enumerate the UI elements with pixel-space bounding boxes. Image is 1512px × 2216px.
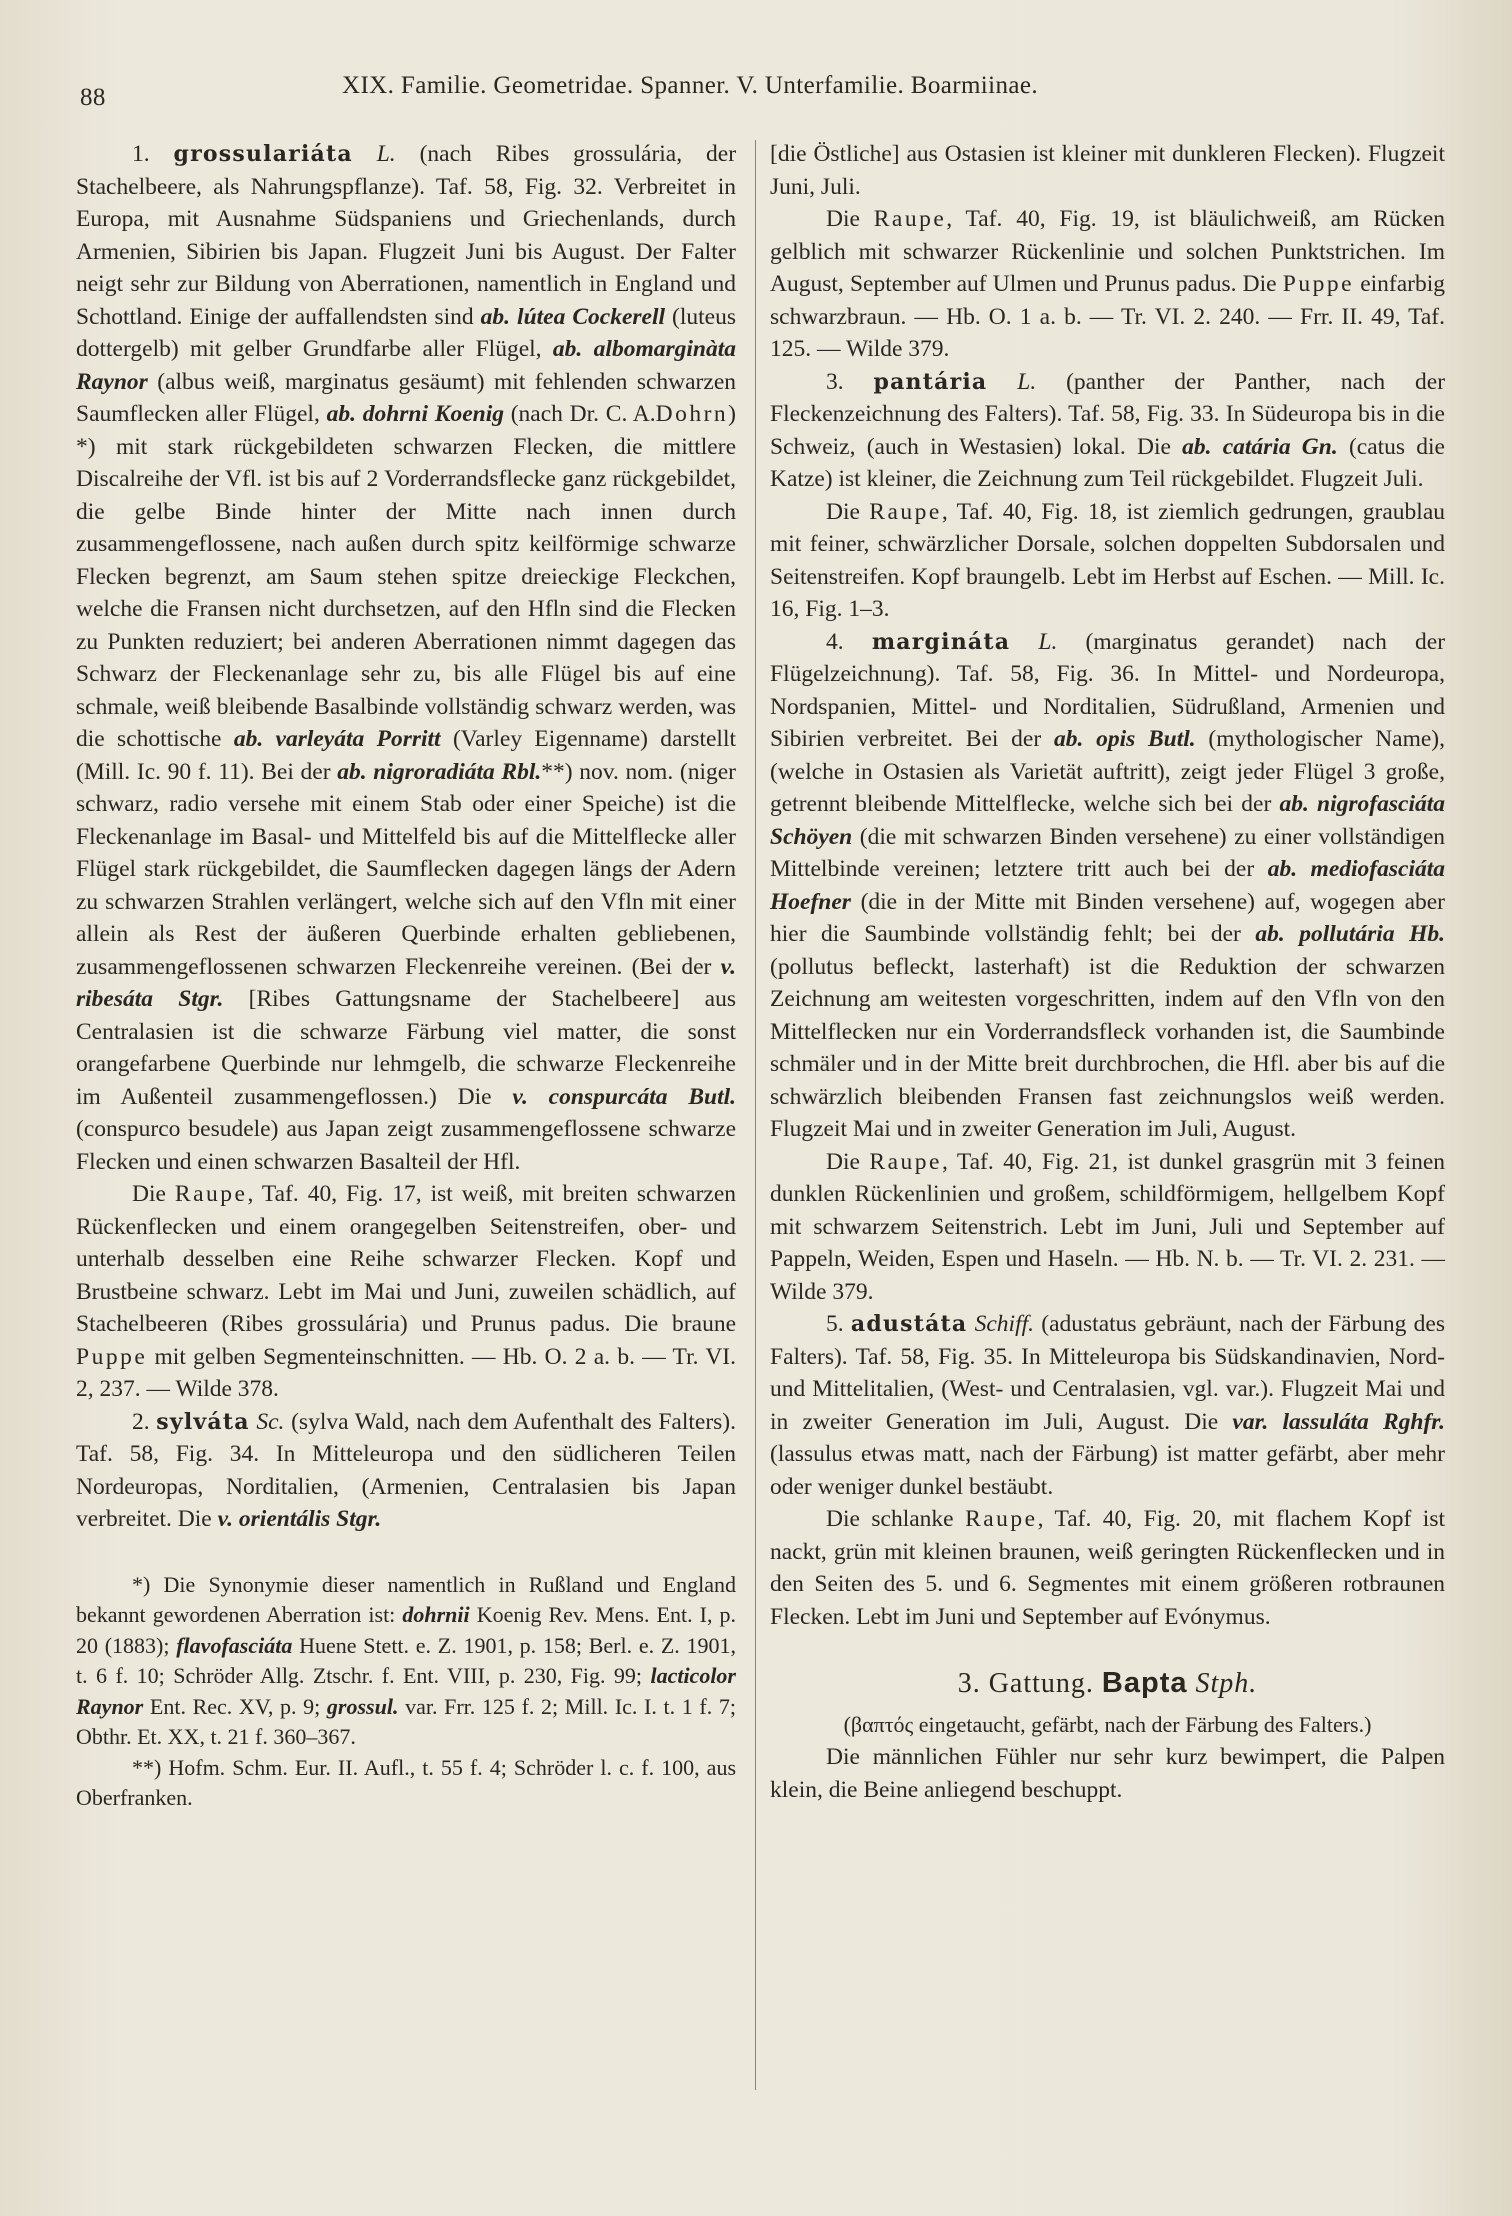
- entry-text: [Ribes Gattungsname der Stachelbeere] aus Centralasien ist die schwarze Färbung viel matter, die sonst orangefarbene Querbinde nur lehmgelb, die schwarze Fleckenreihe im Außenteil zusammengeflossen.) Die: [76, 986, 736, 1110]
- aberration-name: ab. pollutária Hb.: [1255, 921, 1445, 947]
- aberration-name: ab. nigroradiáta Rbl.: [337, 758, 542, 785]
- entry-text: ) *) mit stark rückgebildeten schwarzen Flecken, die mittlere Discalreihe der Vfl. ist bis auf 2 Vorderrandsflecke ganz rückgebildet, die gelbe Binde hinter der Mitte nach innen durch zusammengeflossene, nach außen durch spitz keilförmige schwarze Flecken begrenzt, am Saum stehen spitze dreieckige Fleckchen, welche die Fransen nicht durchsetzen, auf den Hfln sind die Flecken zu Punkten reduziert; bei anderen Aberrationen nimmt dagegen das Schwarz der Fleckenanlage sehr zu, bis alle Flügel bis auf eine schmale, weiß bleibende Basalbinde vollständig schwarz werden, was die schottische: [76, 401, 736, 752]
- entry-text: (sylva Wald, nach dem Aufenthalt des Falters). Taf. 58, Fig. 34. In Mitteleuropa und den südlicheren Teilen Nordeuropas, Norditalien, (Armenien, Centralasien bis Japan verbreitet. Die: [76, 1408, 736, 1532]
- genus-author: Stph.: [1195, 1668, 1258, 1699]
- aberration-name: ab. lútea Cockerell: [480, 303, 666, 330]
- column-divider: [755, 140, 756, 2090]
- right-column: [770, 138, 1445, 1806]
- entry-text: (pollutus befleckt, lasterhaft) ist die Reduktion der schwarzen Zeichnung am weitesten vorgeschritten, indem auf den Vfln von den Mittelflecken nur ein Vorderrandsfleck vorhanden ist, die Saumbinde schmäler und in der Mitte breit durchbrochen, die Hfl. aber bis auf die schwärzlich bleibenden Fransen fast zeichnungslos weiß werden. Flugzeit Mai und in zweiter Generation im Juli, August.: [770, 953, 1445, 1142]
- aberration-name: flavofasciáta: [176, 1632, 293, 1658]
- variety-name: v. ribesáta Stgr.: [76, 953, 737, 1012]
- entry-number: 4.: [826, 628, 844, 655]
- left-column: [76, 138, 736, 1814]
- entry-pantaria: [770, 366, 1445, 496]
- aberration-name: lacticolor Raynor: [76, 1663, 736, 1719]
- footnote-1: [76, 1570, 736, 1753]
- entry-text: (mythologischer Name), (welche in Ostasien als Varietät auftritt), zeigt jeder Flügel 3 große, getrennt bleibende Mittelflecke, welche sich bei der: [770, 726, 1446, 817]
- entry-number: 3.: [826, 368, 844, 395]
- entry-text: (die mit schwarzen Binden versehene) zu einer vollständigen Mittelbinde vereinen; letztere tritt auch bei der: [770, 823, 1445, 882]
- aberration-name: ab. opis Butl.: [1053, 726, 1196, 752]
- entry-text: , Taf. 40, Fig. 21, ist dunkel grasgrün mit 3 feinen dunklen Rückenlinien und großem, schildförmigem, hellgelbem Kopf mit schwarzem Seitenstrich. Lebt im Juni, Juli und September auf Pappeln, Weiden, Espen und Haseln. — Hb. N. b. — Tr. VI. 2. 231. — Wilde 379.: [770, 1148, 1446, 1305]
- entry-number: 1.: [132, 141, 150, 167]
- aberration-name: ab. nigrofasciáta Schöyen: [770, 791, 1445, 850]
- aberration-name: ab. mediofasciáta Hoefner: [770, 856, 1446, 915]
- entry-text: (nach Ribes grossulária, der Stachelbeere, als Nahrungspflanze). Taf. 58, Fig. 32. Verbreitet in Europa, mit Ausnahme Südspaniens und Griechenlands, durch Armenien, Sibirien bis Japan. Flugzeit Juni bis August. Der Falter neigt sehr zur Bildung von Aberrationen, namentlich in England und Schottland. Einige der auffallendsten sind: [76, 141, 737, 330]
- species-author: Sc.: [256, 1408, 285, 1435]
- species-author: L.: [1038, 628, 1058, 655]
- page-number: 88: [80, 84, 106, 111]
- caterpillar-paragraph: [770, 203, 1445, 366]
- entry-text: (die in der Mitte mit Binden versehene) auf, wogegen aber hier die Saumbinde vollständig fehlt; bei der: [770, 888, 1446, 947]
- footnote-text: Ent. Rec. XV, p. 9;: [149, 1693, 321, 1719]
- entry-text: , Taf. 40, Fig. 18, ist ziemlich gedrungen, graublau mit feiner, schwärzlicher Dorsale, solchen doppelten Subdorsalen und Seitenstreifen. Kopf braungelb. Lebt im Herbst auf Eschen. — Mill. Ic. 16, Fig. 1–3.: [770, 498, 1445, 622]
- entry-text: Die: [132, 1181, 166, 1207]
- entry-text: (nach Dr. C. A.: [510, 401, 656, 427]
- caterpillar-paragraph: [770, 1503, 1445, 1633]
- species-name: margináta: [871, 628, 1011, 655]
- entry-text: Die: [826, 498, 860, 525]
- puppe-label: Puppe: [76, 1343, 148, 1370]
- footnote-text: Koenig Rev. Mens. Ent. I, p. 20 (1883);: [76, 1602, 736, 1658]
- variety-name: var. lassuláta Rghfr.: [1232, 1408, 1445, 1435]
- entry-text: , Taf. 40, Fig. 17, ist weiß, mit breiten schwarzen Rückenflecken und einem orangegelben Seitenstreifen, ober- und unterhalb desselben eine Reihe schwarzer Flecken. Kopf und Brustbeine schwarz. Lebt im Mai und Juni, zuweilen schädlich, auf Stachelbeeren (Ribes grossulária) und Prunus padus. Die braune: [76, 1181, 737, 1337]
- genus-etymology: (βαπτός eingetaucht, gefärbt, nach der Färbung des Falters.): [843, 1711, 1372, 1737]
- raupe-label: Raupe: [869, 1148, 942, 1175]
- entry-text: einfarbig schwarzbraun. — Hb. O. 1 a. b. — Tr. VI. 2. 240. — Frr. II. 49, Taf. 125. — Wilde 379.: [770, 271, 1446, 362]
- page-header: [80, 70, 1460, 110]
- entry-text: , Taf. 40, Fig. 19, ist bläulichweiß, am Rücken gelblich mit schwarzer Rückenlinie und solchen Punktstrichen. Im August, September auf Ulmen und Prunus padus. Die: [770, 206, 1445, 297]
- entry-text: Die: [826, 206, 860, 232]
- entry-text: , Taf. 40, Fig. 20, mit flachem Kopf ist nackt, grün mit kleinen braunen, weiß geringten Rückenflecken und in den Seiten des 5. und 6. Segmentes mit einem größeren rotbraunen Flecken. Lebt im Juni und September auf Evónymus.: [770, 1506, 1446, 1630]
- footnote-text: *) Die Synonymie dieser namentlich in Rußland und England bekannt gewordenen Aberration ist:: [76, 1571, 736, 1627]
- aberration-name: grossul.: [326, 1693, 399, 1719]
- entry-text: (panther der Panther, nach der Fleckenzeichnung des Falters). Taf. 58, Fig. 33. In Südeuropa bis in die Schweiz, (auch in Westasien) lokal. Die: [770, 368, 1446, 460]
- raupe-label: Raupe: [873, 206, 947, 232]
- entry-marginata: [770, 626, 1445, 1146]
- footnotes: [76, 1570, 736, 1814]
- species-name: sylváta: [156, 1408, 250, 1435]
- species-name: pantária: [873, 368, 988, 395]
- entry-text: Die: [826, 1148, 860, 1175]
- aberration-name: ab. dohrni Koenig: [326, 401, 504, 427]
- variety-name: v. orientális Stgr.: [217, 1506, 382, 1532]
- genus-heading: [770, 1667, 1445, 1701]
- raupe-label: Raupe: [965, 1506, 1038, 1532]
- entry-text: (lassulus etwas matt, nach der Färbung) ist matter gefärbt, aber mehr oder weniger dunkel bestäubt.: [770, 1441, 1445, 1500]
- entry-grossulariata: [76, 138, 736, 1178]
- entry-text: (marginatus gerandet) nach der Flügelzeichnung). Taf. 58, Fig. 36. In Mittel- und Nordeuropa, Nordspanien, Mittel- und Norditalien, Südrußland, Armenien und Sibirien verbreitet. Bei der: [770, 628, 1446, 752]
- species-author: L.: [376, 141, 396, 167]
- aberration-name: ab. catária Gn.: [1182, 433, 1338, 460]
- genus-description: Die männlichen Fühler nur sehr kurz bewimpert, die Palpen klein, die Beine anliegend beschuppt.: [770, 1744, 1445, 1803]
- footnote-2: **) Hofm. Schm. Eur. II. Aufl., t. 55 f. 4; Schröder l. c. f. 100, aus Oberfranken.: [76, 1754, 736, 1810]
- entry-text: (Varley Eigenname) darstellt (Mill. Ic. 90 f. 11). Bei der: [76, 726, 736, 785]
- genus-number: 3. Gattung.: [957, 1668, 1094, 1699]
- entry-text: (albus weiß, marginatus gesäumt) mit fehlenden schwarzen Saumflecken aller Flügel,: [76, 368, 736, 427]
- caterpillar-paragraph: [770, 1146, 1445, 1309]
- species-name: adustáta: [850, 1311, 968, 1337]
- puppe-label: Puppe: [1282, 271, 1355, 297]
- continuation-text: [die Östliche] aus Ostasien ist kleiner mit dunkleren Flecken). Flugzeit Juni, Juli.: [770, 141, 1445, 200]
- entry-text: (adustatus gebräunt, nach der Färbung des Falters). Taf. 58, Fig. 35. In Mitteleuropa bis Südskandinavien, Nord- und Mittelitalien, (West- und Centralasien, vgl. var.). Flugzeit Mai und in zweiter Generation im Juli, August. Die: [770, 1311, 1445, 1435]
- aberration-name: dohrnii: [402, 1602, 470, 1627]
- entry-number: 5.: [826, 1311, 844, 1337]
- species-name: grossulariáta: [173, 141, 353, 167]
- entry-text: **) nov. nom. (niger schwarz, radio versehe mit einem Stab oder einer Speiche) ist die Fleckenanlage im Basal- und Mittelfeld bis auf die Mittelflecke aller Flügel stark rückgebildet, die Saumflecken dagegen längs der Adern zu schwarzen Strahlen verlängert, welche sich auf den Vfln mit einer allein als Rest der äußeren Querbinde erhalten gebliebenen, zusammengeflossenen schwarzen Fleckenreihe vereinen. (Bei der: [76, 758, 736, 980]
- entry-text: Die schlanke: [826, 1506, 954, 1532]
- running-head: XIX. Familie. Geometridae. Spanner. V. Unterfamilie. Boarmiinae.: [342, 72, 1039, 99]
- footnote-text: var. Frr. 125 f. 2; Mill. Ic. I. t. 1 f. 7; Obthr. Et. XX, t. 21 f. 360–367.: [76, 1693, 736, 1749]
- raupe-label: Raupe: [174, 1181, 248, 1207]
- entry-number: 2.: [132, 1408, 150, 1435]
- footnote-text: Huene Stett. e. Z. 1901, p. 158; Berl. e. Z. 1901, t. 6 f. 10; Schröder Allg. Ztschr. f. Ent. VIII, p. 230, Fig. 99;: [76, 1632, 737, 1688]
- entry-sylvata: [76, 1406, 736, 1536]
- genus-name: Bapta: [1101, 1667, 1188, 1699]
- person-name: Dohrn: [655, 401, 729, 427]
- entry-text: (catus die Katze) ist kleiner, die Zeichnung zum Teil rückgebildet. Flugzeit Juli.: [770, 433, 1445, 492]
- entry-text: (luteus dottergelb) mit gelber Grundfarbe aller Flügel,: [76, 303, 737, 362]
- caterpillar-paragraph: [76, 1178, 736, 1406]
- variety-name: v. conspurcáta Butl.: [512, 1083, 737, 1110]
- species-author: Schiff.: [974, 1311, 1035, 1337]
- caterpillar-paragraph: [770, 496, 1445, 626]
- raupe-label: Raupe: [869, 498, 942, 525]
- species-author: L.: [1017, 368, 1037, 395]
- entry-text: mit gelben Segmenteinschnitten. — Hb. O. 2 a. b. — Tr. VI. 2, 237. — Wilde 378.: [76, 1343, 737, 1402]
- aberration-name: ab. albomarginàta Raynor: [76, 336, 736, 395]
- aberration-name: ab. varleyáta Porritt: [233, 726, 441, 752]
- entry-adustata: [770, 1308, 1445, 1503]
- entry-text: (conspurco besudele) aus Japan zeigt zusammengeflossene schwarze Flecken und einen schwarzen Basalteil der Hfl.: [76, 1116, 736, 1175]
